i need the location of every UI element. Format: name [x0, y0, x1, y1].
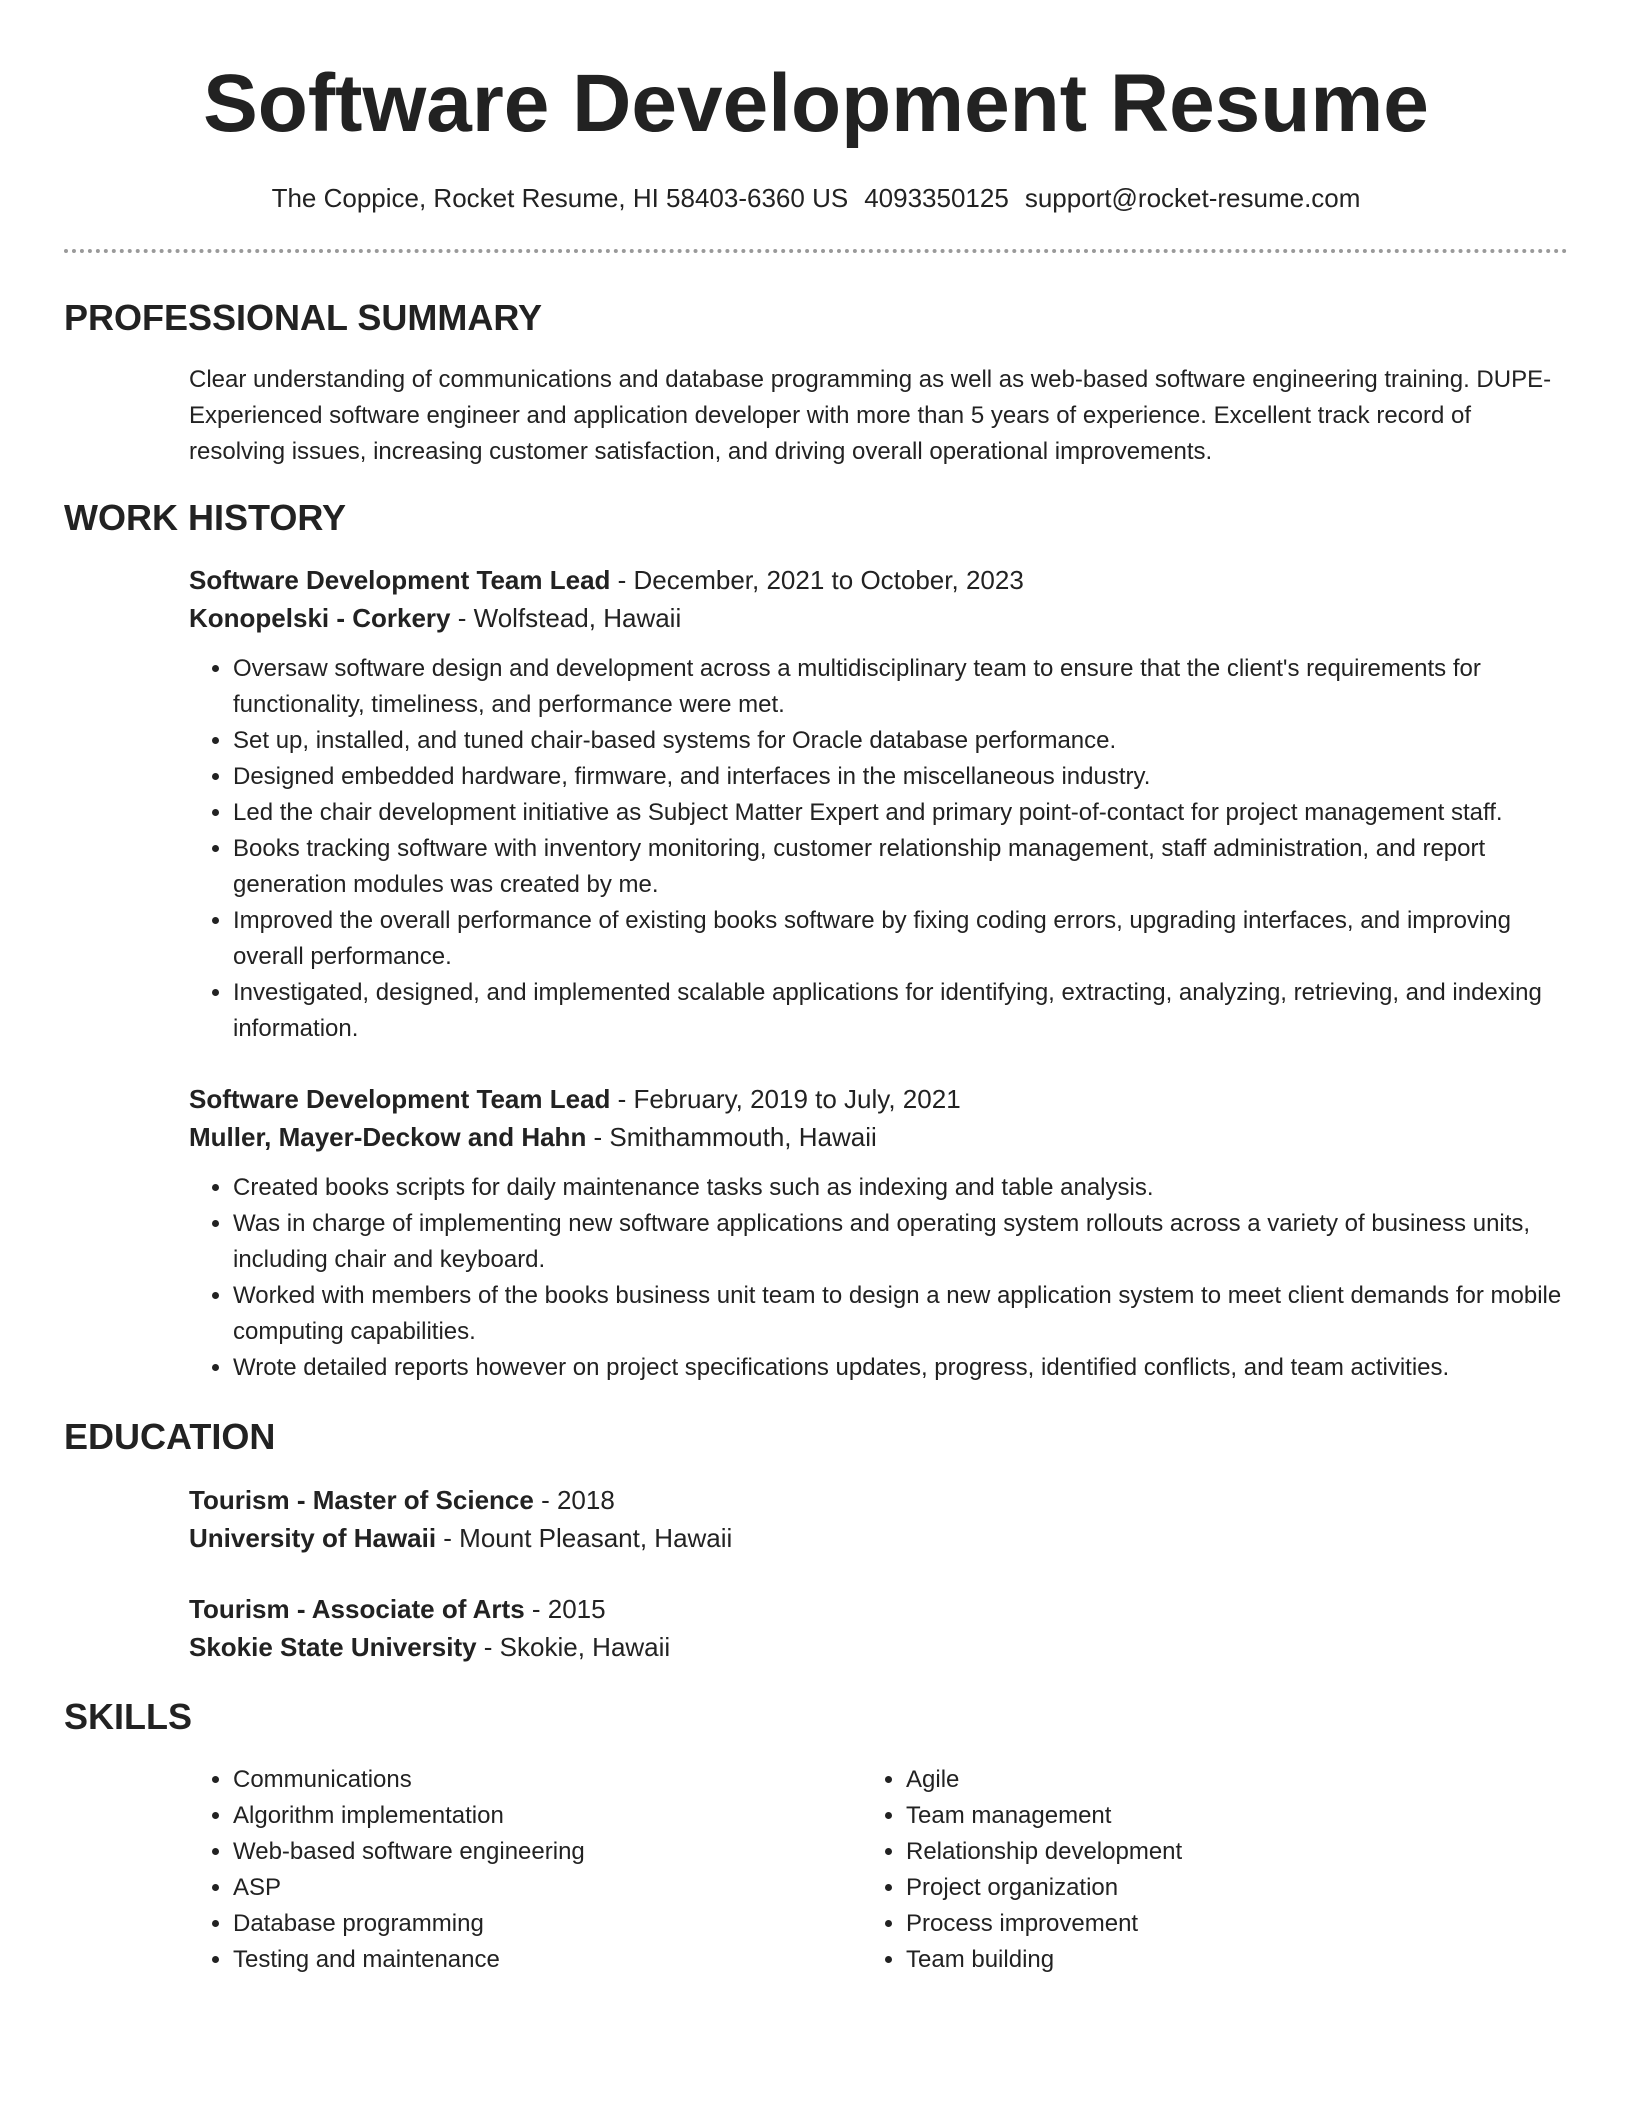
skill-item: • ASP: [233, 1870, 849, 1906]
job-company: Konopelski - Corkery: [189, 603, 451, 633]
education-entry: [189, 1590, 1569, 1666]
job-bullet: • Worked with members of the books business unit team to design a new application system to meet client demands for mobile computing capabilities.: [233, 1278, 1569, 1350]
skill-item: • Project organization: [906, 1870, 1522, 1906]
school: Skokie State University: [189, 1632, 477, 1662]
job-company-line: [189, 1118, 1569, 1156]
job-location: - Smithammouth, Hawaii: [586, 1122, 877, 1152]
job-title-line: [189, 561, 1569, 599]
job-bullet: • Created books scripts for daily maintenance tasks such as indexing and table analysis.: [233, 1170, 1569, 1206]
skill-item: • Process improvement: [906, 1906, 1522, 1942]
contact-phone: 4093350125: [864, 183, 1009, 213]
summary-text: Clear understanding of communications and database programming as well as web-based software engineering training. DUPE- Experienced software engineer and application developer with more than 5 years of experience. Excellent track record of resolving issues, increasing customer satisfaction, and driving overall operational improvements.: [189, 366, 1552, 465]
skill-item: • Web-based software engineering: [233, 1834, 849, 1870]
header-divider: [64, 249, 1568, 253]
skill-item: • Communications: [233, 1762, 849, 1798]
job-dates: - December, 2021 to October, 2023: [610, 565, 1024, 595]
education-entry: [189, 1481, 1569, 1557]
job-company-line: [189, 599, 1569, 637]
skill-item: • Team building: [906, 1942, 1522, 1978]
degree-line: [189, 1590, 1569, 1628]
resume-title: Software Development Resume: [203, 58, 1429, 149]
job-bullet: • Wrote detailed reports however on project specifications updates, progress, identified conflicts, and team activities.: [233, 1350, 1569, 1386]
job-dates: - February, 2019 to July, 2021: [610, 1084, 961, 1114]
job-bullet: • Led the chair development initiative as Subject Matter Expert and primary point-of-contact for project management staff.: [233, 795, 1569, 831]
job-bullet: • Oversaw software design and development across a multidisciplinary team to ensure that the client's requirements for functionality, timeliness, and performance were met.: [233, 651, 1569, 723]
degree: Tourism - Associate of Arts: [189, 1594, 525, 1624]
skills-column-left: [189, 1762, 849, 1978]
skills-heading: SKILLS: [64, 1696, 193, 1737]
job-title: Software Development Team Lead: [189, 1084, 611, 1114]
job-title-line: [189, 1080, 1569, 1118]
job-bullet: • Investigated, designed, and implemented scalable applications for identifying, extracting, analyzing, retrieving, and indexing information.: [233, 975, 1569, 1047]
contact-email: support@rocket-resume.com: [1024, 183, 1361, 213]
job-location: - Wolfstead, Hawaii: [450, 603, 682, 633]
degree-year: - 2015: [524, 1594, 606, 1624]
school-location: - Mount Pleasant, Hawaii: [436, 1523, 733, 1553]
job-bullet: • Improved the overall performance of existing books software by fixing coding errors, upgrading interfaces, and improving overall performance.: [233, 903, 1569, 975]
skill-item: • Algorithm implementation: [233, 1798, 849, 1834]
contact-address: The Coppice, Rocket Resume, HI 58403-6360 US: [271, 183, 849, 213]
skill-item: • Testing and maintenance: [233, 1942, 849, 1978]
school-location: - Skokie, Hawaii: [476, 1632, 671, 1662]
skills-column-right: [862, 1762, 1522, 1978]
degree: Tourism - Master of Science: [189, 1485, 534, 1515]
job-entry: [189, 1080, 1569, 1386]
job-bullet: • Set up, installed, and tuned chair-based systems for Oracle database performance.: [233, 723, 1569, 759]
job-entry: [189, 561, 1569, 1047]
skill-item: • Agile: [906, 1762, 1522, 1798]
job-bullet: • Was in charge of implementing new software applications and operating system rollouts across a variety of business units, including chair and keyboard.: [233, 1206, 1569, 1278]
school: University of Hawaii: [189, 1523, 437, 1553]
school-line: [189, 1628, 1569, 1666]
job-bullet: • Books tracking software with inventory monitoring, customer relationship management, staff administration, and report generation modules was created by me.: [233, 831, 1569, 903]
skill-item: • Database programming: [233, 1906, 849, 1942]
summary-block: [189, 362, 1569, 470]
job-company: Muller, Mayer-Deckow and Hahn: [189, 1122, 587, 1152]
work-history-heading: WORK HISTORY: [64, 497, 347, 538]
summary-heading: PROFESSIONAL SUMMARY: [64, 297, 543, 338]
school-line: [189, 1519, 1569, 1557]
job-bullets: [189, 651, 1569, 1047]
education-heading: EDUCATION: [64, 1416, 276, 1457]
job-bullet: • Designed embedded hardware, firmware, and interfaces in the miscellaneous industry.: [233, 759, 1569, 795]
skill-item: • Relationship development: [906, 1834, 1522, 1870]
job-title: Software Development Team Lead: [189, 565, 611, 595]
degree-year: - 2018: [533, 1485, 615, 1515]
contact-line: [0, 180, 1632, 216]
skill-item: • Team management: [906, 1798, 1522, 1834]
degree-line: [189, 1481, 1569, 1519]
job-bullets: [189, 1170, 1569, 1386]
